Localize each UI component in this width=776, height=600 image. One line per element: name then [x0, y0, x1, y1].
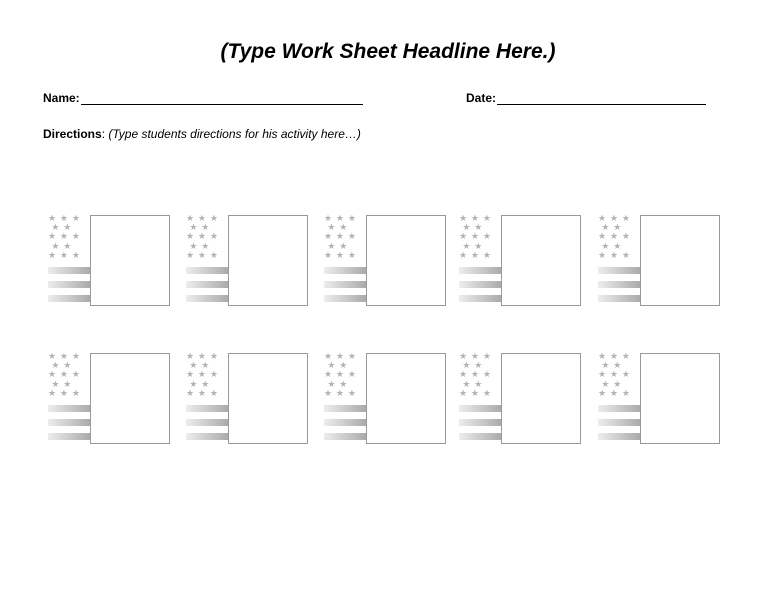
- worksheet-headline: (Type Work Sheet Headline Here.): [220, 40, 556, 63]
- stars-icon: ★ ★ ★ ★ ★ ★ ★ ★ ★ ★ ★ ★ ★: [48, 215, 81, 261]
- flag-stripe: [598, 295, 641, 302]
- flag-card: [48, 215, 172, 307]
- us-flag-icon: [186, 215, 229, 307]
- flag-stripe: [459, 405, 502, 412]
- answer-box[interactable]: [501, 215, 581, 306]
- flag-stripe: [324, 405, 367, 412]
- us-flag-icon: [598, 215, 641, 307]
- flag-stripe: [48, 295, 91, 302]
- stars-icon: ★ ★ ★ ★ ★ ★ ★ ★ ★ ★ ★ ★ ★: [48, 353, 81, 399]
- flag-stripe: [186, 419, 229, 426]
- stars-icon: ★ ★ ★ ★ ★ ★ ★ ★ ★ ★ ★ ★ ★: [324, 215, 357, 261]
- answer-box[interactable]: [228, 215, 308, 306]
- flag-stripe: [324, 281, 367, 288]
- flag-stripe: [598, 281, 641, 288]
- flag-stripe: [48, 433, 91, 440]
- flag-stripe: [598, 433, 641, 440]
- us-flag-icon: [598, 353, 641, 445]
- directions-label: Directions: [43, 127, 102, 141]
- flag-stripe: [324, 267, 367, 274]
- flag-stripe: [48, 267, 91, 274]
- flag-card: [598, 215, 722, 307]
- us-flag-icon: [324, 353, 367, 445]
- flag-stripe: [598, 267, 641, 274]
- stars-icon: ★ ★ ★ ★ ★ ★ ★ ★ ★ ★ ★ ★ ★: [459, 353, 492, 399]
- date-line: [497, 92, 706, 105]
- flag-card: [459, 215, 583, 307]
- stars-icon: ★ ★ ★ ★ ★ ★ ★ ★ ★ ★ ★ ★ ★: [598, 353, 631, 399]
- name-label: Name:: [43, 91, 80, 105]
- stars-icon: ★ ★ ★ ★ ★ ★ ★ ★ ★ ★ ★ ★ ★: [459, 215, 492, 261]
- flag-card: [186, 353, 310, 445]
- flag-stripe: [48, 405, 91, 412]
- flag-stripe: [186, 405, 229, 412]
- stars-icon: ★ ★ ★ ★ ★ ★ ★ ★ ★ ★ ★ ★ ★: [186, 215, 219, 261]
- answer-box[interactable]: [366, 353, 446, 444]
- flag-stripe: [186, 295, 229, 302]
- flag-stripe: [324, 295, 367, 302]
- flag-stripe: [186, 433, 229, 440]
- stars-icon: ★ ★ ★ ★ ★ ★ ★ ★ ★ ★ ★ ★ ★: [598, 215, 631, 261]
- directions-separator: :: [101, 127, 109, 141]
- answer-box[interactable]: [228, 353, 308, 444]
- flag-card: [324, 215, 448, 307]
- date-field: [466, 91, 706, 105]
- us-flag-icon: [459, 353, 502, 445]
- flag-card: [459, 353, 583, 445]
- answer-box[interactable]: [501, 353, 581, 444]
- flag-stripe: [48, 419, 91, 426]
- us-flag-icon: [48, 353, 91, 445]
- flag-stripe: [186, 281, 229, 288]
- flag-stripe: [324, 433, 367, 440]
- name-field: [43, 91, 363, 105]
- flag-stripe: [186, 267, 229, 274]
- answer-box[interactable]: [90, 215, 170, 306]
- flag-stripe: [48, 281, 91, 288]
- us-flag-icon: [324, 215, 367, 307]
- flag-stripe: [598, 405, 641, 412]
- us-flag-icon: [459, 215, 502, 307]
- us-flag-icon: [186, 353, 229, 445]
- answer-box[interactable]: [90, 353, 170, 444]
- stars-icon: ★ ★ ★ ★ ★ ★ ★ ★ ★ ★ ★ ★ ★: [324, 353, 357, 399]
- flag-stripe: [459, 267, 502, 274]
- flag-stripe: [598, 419, 641, 426]
- flag-stripe: [459, 281, 502, 288]
- flag-stripe: [459, 419, 502, 426]
- flag-card: [324, 353, 448, 445]
- name-line: [81, 92, 363, 105]
- flag-stripe: [459, 295, 502, 302]
- flag-card: [48, 353, 172, 445]
- answer-box[interactable]: [640, 353, 720, 444]
- date-label: Date:: [466, 91, 497, 105]
- flag-stripe: [459, 433, 502, 440]
- flag-card: [598, 353, 722, 445]
- flag-stripe: [324, 419, 367, 426]
- directions-text: (Type students directions for his activity here…): [108, 127, 361, 141]
- flag-card: [186, 215, 310, 307]
- stars-icon: ★ ★ ★ ★ ★ ★ ★ ★ ★ ★ ★ ★ ★: [186, 353, 219, 399]
- us-flag-icon: [48, 215, 91, 307]
- answer-box[interactable]: [640, 215, 720, 306]
- directions: [43, 127, 361, 141]
- answer-box[interactable]: [366, 215, 446, 306]
